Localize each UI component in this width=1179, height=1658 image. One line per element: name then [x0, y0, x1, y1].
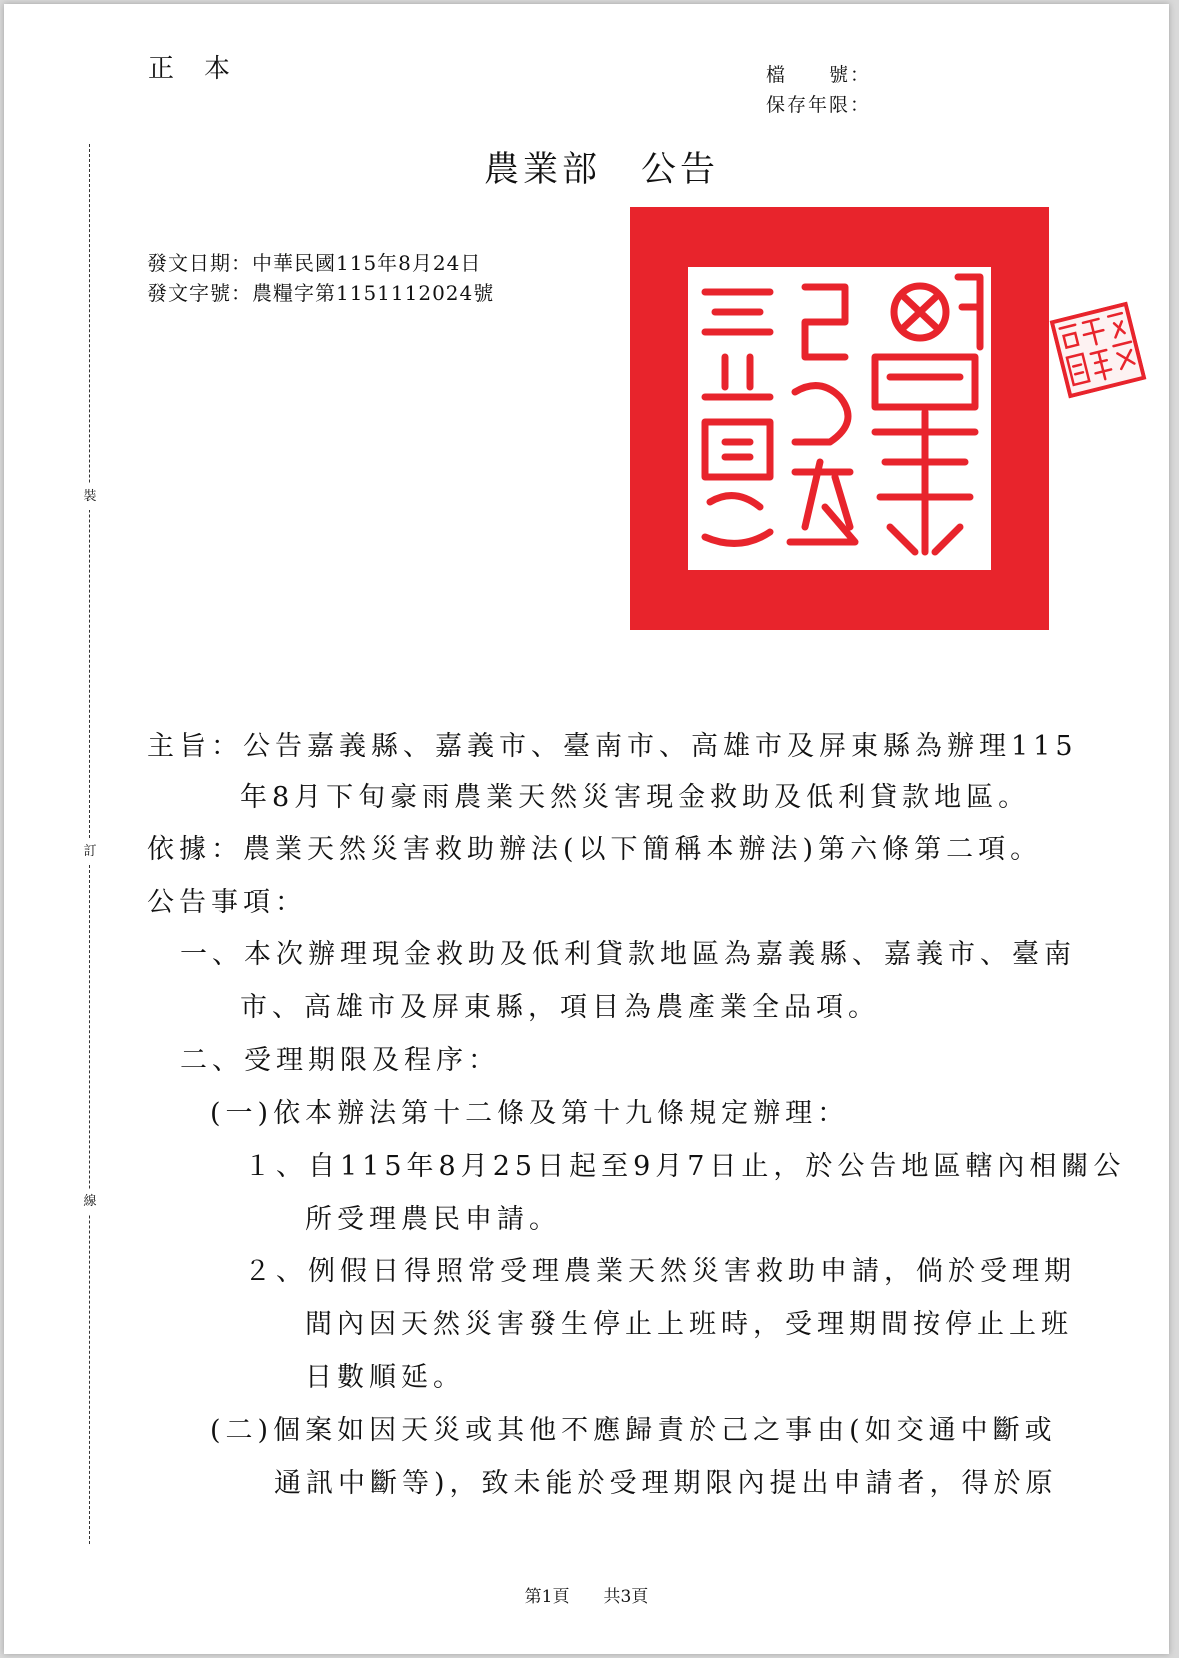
document-page [4, 4, 1169, 1654]
binding-mark: 線 [80, 1189, 100, 1215]
subject-line: 主旨：公告嘉義縣、嘉義市、臺南市、高雄市及屏東縣為辦理115 [147, 731, 1078, 762]
point-one: １、自115年8月25日起至9月7日止，於公告地區轄內相關公 [244, 1151, 1126, 1182]
subject-line-continued: 年8月下旬豪雨農業天然災害現金救助及低利貸款地區。 [240, 782, 1031, 813]
binding-mark: 裝 [80, 484, 100, 510]
file-number-label: 檔 號： [766, 64, 872, 86]
retention-period-label: 保存年限： [766, 94, 872, 116]
sub-item-two: (二)個案如因天災或其他不應歸責於己之事由(如交通中斷或 [210, 1415, 1057, 1446]
document-type: 公告 [641, 150, 720, 190]
sub-item-two-continued: 通訊中斷等)，致未能於受理期限內提出申請者，得於原 [274, 1468, 1058, 1499]
sub-item-one: (一)依本辦法第十二條及第十九條規定辦理： [210, 1098, 850, 1129]
announcement-items-heading: 公告事項： [147, 887, 307, 918]
document-title [484, 142, 719, 192]
basis-line: 依據：農業天然災害救助辦法(以下簡稱本辦法)第六條第二項。 [147, 834, 1043, 865]
page-number: 第1頁 共3頁 [524, 1587, 649, 1607]
point-one-continued: 所受理農民申請。 [305, 1204, 561, 1235]
agency-name: 農業部 [484, 150, 602, 190]
binding-mark: 訂 [80, 839, 100, 865]
point-two: ２、例假日得照常受理農業天然災害救助申請，倘於受理期 [244, 1256, 1076, 1287]
official-seal [630, 207, 1049, 630]
item-one: 一、本次辦理現金救助及低利貸款地區為嘉義縣、嘉義市、臺南 [180, 939, 1076, 970]
issue-number: 發文字號：農糧字第1151112024號 [147, 281, 495, 305]
point-two-continued: 間內因天然災害發生停止上班時，受理期間按停止上班 [305, 1309, 1073, 1340]
original-copy-mark: 正本 [148, 54, 261, 84]
issue-metadata [147, 248, 494, 308]
file-metadata [766, 60, 871, 120]
item-one-continued: 市、高雄市及屏東縣，項目為農產業全品項。 [240, 992, 880, 1023]
issue-date: 發文日期：中華民國115年8月24日 [147, 251, 482, 275]
small-official-stamp [1050, 302, 1147, 399]
point-two-continued: 日數順延。 [305, 1362, 465, 1393]
item-two: 二、受理期限及程序： [180, 1045, 500, 1076]
